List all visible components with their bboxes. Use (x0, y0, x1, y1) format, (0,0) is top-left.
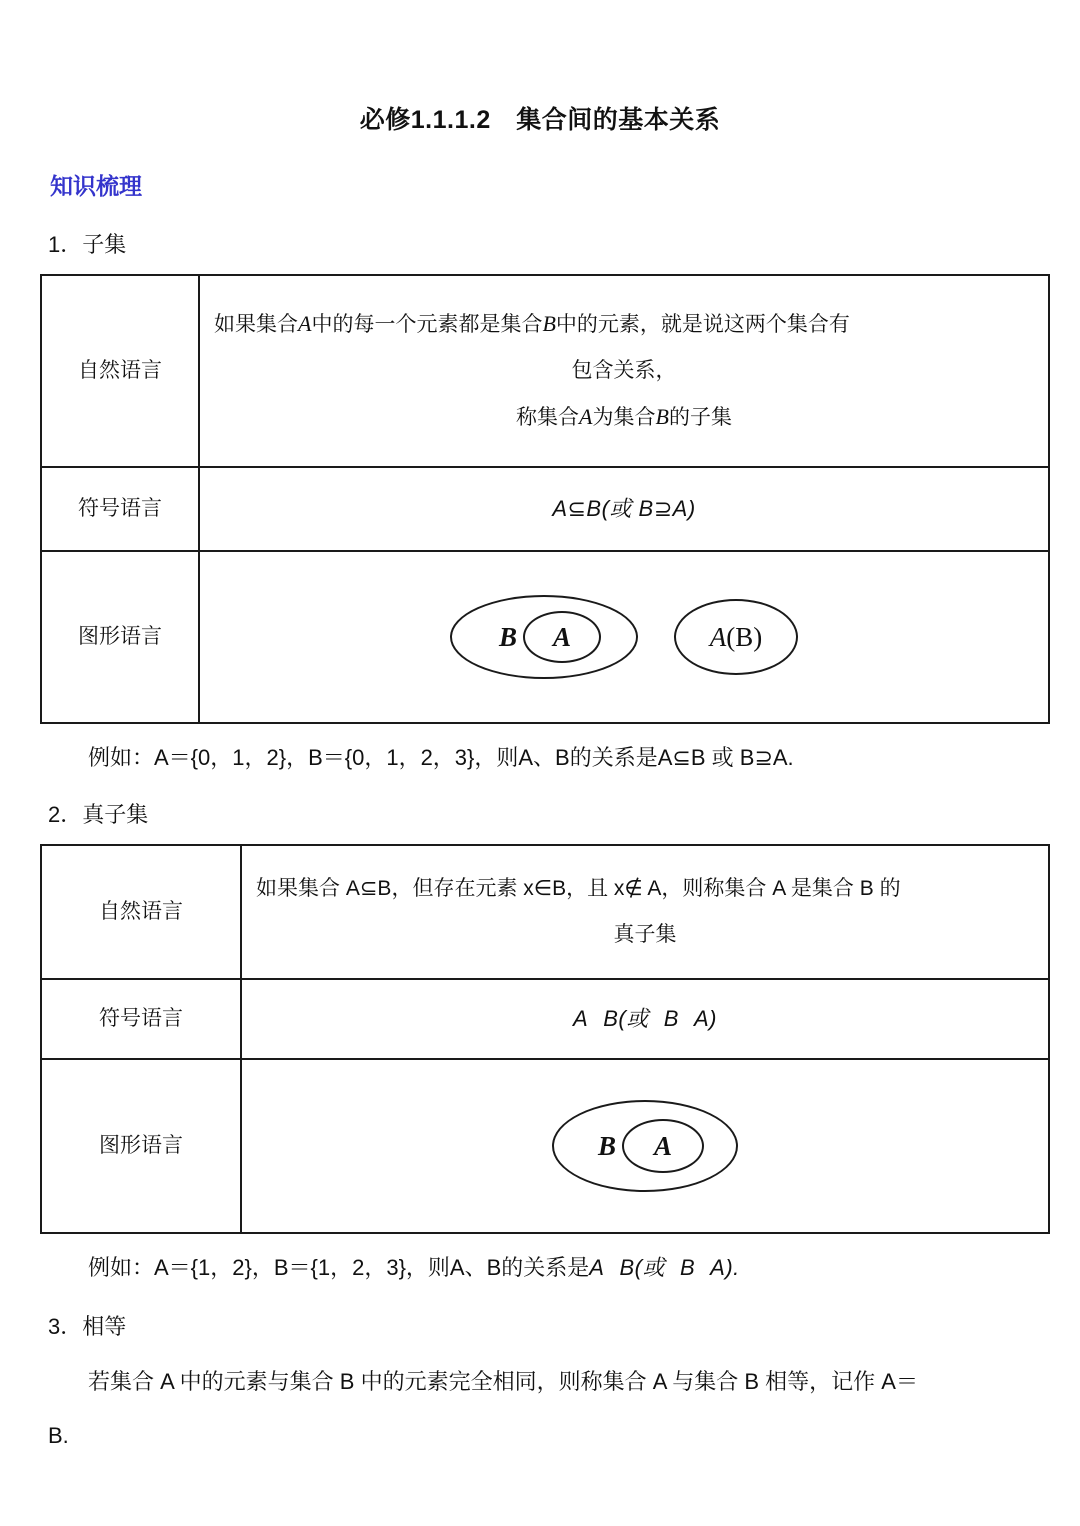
venn-ellipse-a-inner (622, 1119, 704, 1173)
table-row (41, 979, 1049, 1059)
nl-line-1: 如果集合 A⊆B，但存在元素 x∈B，且 x∉ A，则称集合 A 是集合 B 的 (256, 877, 901, 900)
paragraph-equal-sets-line-2: B. (48, 1423, 69, 1448)
cell-symbolic-language (241, 979, 1049, 1059)
venn-ellipse-a-inner (523, 611, 601, 663)
example-prefix: 例如：A＝{1，2}，B＝{1，2，3}，则A、B的关系是 (88, 1255, 590, 1280)
venn-ellipse-a-equals-b (674, 599, 798, 675)
venn-label-b: B (597, 1130, 616, 1161)
heading-equal-sets: 3．相等 (48, 1314, 127, 1339)
venn-diagram-group (201, 553, 1047, 721)
nl-var-a: A (298, 311, 312, 336)
table-row (41, 275, 1049, 467)
venn-label-b: B (498, 621, 517, 652)
venn-label-a: A (653, 1130, 672, 1161)
venn-label-a-part: A (709, 621, 727, 652)
sym-part-b: B(或 (603, 1005, 649, 1031)
table-row (41, 845, 1049, 979)
ex-sym-a: A (589, 1255, 605, 1280)
nl-line-2: 真子集 (613, 923, 677, 946)
sym-part-a: A (573, 1005, 589, 1031)
cell-symbolic-language (199, 467, 1049, 551)
nl-text-e: 为集合 (592, 406, 656, 429)
nl-text-c: 中的元素，就是说这两个集合有 (555, 313, 850, 336)
nl-line-2: 包含关系， (571, 359, 677, 382)
nl-var-b: B (542, 311, 556, 336)
row-label-graphical-language: 图形语言 (41, 551, 199, 723)
ex-sym-d: A). (710, 1255, 740, 1280)
venn-diagram-group (243, 1061, 1047, 1231)
table-row (41, 1059, 1049, 1233)
nl-text-f: 的子集 (668, 406, 732, 429)
table-row (41, 467, 1049, 551)
sym-part-d: A) (693, 1005, 717, 1031)
venn-label-a-b (709, 621, 763, 652)
venn-ellipse-b-outer (552, 1100, 738, 1192)
row-label-graphical-language: 图形语言 (41, 1059, 241, 1233)
example-symbolic (589, 1255, 740, 1280)
example-subset: 例如：A＝{0，1，2}，B＝{0，1，2，3}，则A、B的关系是A⊆B 或 B⊇A. (88, 745, 794, 770)
nl-line-3 (214, 394, 1034, 441)
row-label-natural-language: 自然语言 (41, 845, 241, 979)
venn-label-a: A (552, 621, 571, 652)
nl-line-1 (214, 301, 1034, 348)
heading-proper-subset: 2．真子集 (48, 802, 149, 827)
proper-subset-table (40, 844, 1050, 1234)
ex-sym-c: B (679, 1255, 696, 1280)
ex-sym-b: B(或 (619, 1255, 665, 1280)
subset-table (40, 274, 1050, 724)
nl-text-a: 如果集合 (214, 313, 298, 336)
example-proper-subset (0, 1234, 1080, 1284)
section-heading-knowledge-review: 知识梳理 (50, 173, 142, 199)
row-label-symbolic-language: 符号语言 (41, 979, 241, 1059)
cell-graphical-language (241, 1059, 1049, 1233)
nl-var-d: B (655, 404, 669, 429)
venn-ellipse-b-outer (450, 595, 638, 679)
nl-text-b: 中的每一个元素都是集合 (311, 313, 543, 336)
venn-inner-row (554, 1119, 736, 1173)
page-title: 必修1.1.1.2 集合间的基本关系 (359, 106, 721, 134)
heading-subset: 1．子集 (48, 232, 127, 257)
venn-inner-row (452, 611, 636, 663)
table-row (41, 551, 1049, 723)
cell-natural-language (241, 845, 1049, 979)
sym-part-c: B (663, 1005, 679, 1031)
row-label-natural-language: 自然语言 (41, 275, 199, 467)
cell-graphical-language (199, 551, 1049, 723)
nl-text-d: 称集合 (516, 406, 580, 429)
symbolic-expression (573, 1006, 717, 1031)
paragraph-equal-sets-line-1: 若集合 A 中的元素与集合 B 中的元素完全相同，则称集合 A 与集合 B 相等，记作 A＝ (88, 1369, 918, 1394)
symbolic-expression: A⊆B(或 B⊇A) (552, 495, 696, 521)
nl-var-c: A (579, 404, 593, 429)
row-label-symbolic-language: 符号语言 (41, 467, 199, 551)
cell-natural-language (199, 275, 1049, 467)
venn-label-b-part: (B) (726, 621, 763, 652)
